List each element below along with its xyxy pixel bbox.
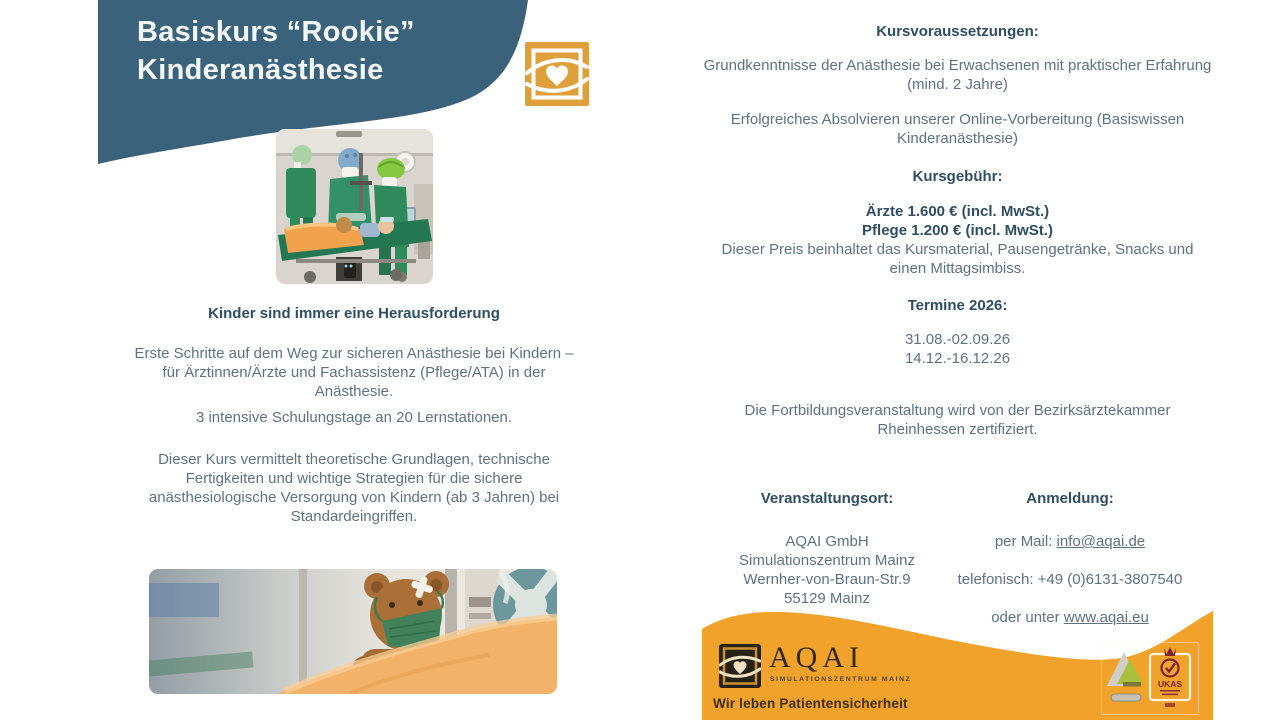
teddy-bear-illustration <box>149 569 557 694</box>
fee-note: Dieser Preis beinhaltet das Kursmaterial, Pausengetränke, Snacks und einen Mittagsimbiss. <box>721 241 1194 277</box>
venue-line-3: Wernher-von-Braun-Str.9 <box>743 571 911 588</box>
left-paragraph-3: Dieser Kurs vermittelt theoretische Grundlagen, technische Fertigkeiten und wichtige Strategien für die sichere anästhesiologische Versorgung von Kindern (ab 3 Jahren) bei Standardeingriffen. <box>148 451 560 525</box>
date-1: 31.08.-02.09.26 <box>904 331 1011 348</box>
venue-heading: Veranstaltungsort: <box>760 490 894 507</box>
mail-prefix: per Mail: <box>994 533 1057 550</box>
email-link[interactable]: info@aqai.de <box>1056 533 1146 550</box>
venue-line-4: 55129 Mainz <box>784 590 870 607</box>
certification-note: Die Fortbildungsveranstaltung wird von der Bezirksärztekammer Rheinhessen zertifiziert. <box>744 402 1171 438</box>
registration-heading: Anmeldung: <box>1026 490 1114 507</box>
date-2: 14.12.-16.12.26 <box>904 350 1011 367</box>
operating-room-photo <box>276 129 433 284</box>
registration-mail-line <box>945 532 1195 551</box>
website-link[interactable]: www.aqai.eu <box>1063 609 1149 626</box>
teddy-bear-photo <box>149 569 557 694</box>
prerequisite-2: Erfolgreiches Absolvieren unserer Online-Vorbereitung (Basiswissen Kinderanästhesie) <box>730 111 1185 147</box>
venue-block <box>702 489 952 608</box>
left-heading: Kinder sind immer eine Herausforderung <box>208 305 500 322</box>
title-line-2: Kinderanästhesie <box>137 54 384 86</box>
fee-nursing: Pflege 1.200 € (incl. MwSt.) <box>862 222 1053 239</box>
ukas-badge-label: UKAS <box>1157 679 1183 689</box>
left-paragraph-1: Erste Schritte auf dem Weg zur sicheren Anästhesie bei Kindern – für Ärztinnen/Ärzte und Fachassistenz (Pflege/ATA) in der Anästhesie. <box>134 345 574 400</box>
prerequisite-1: Grundkenntnisse der Anästhesie bei Erwachsenen mit praktischer Erfahrung (mind. 2 Jahre) <box>703 57 1212 93</box>
registration-phone: telefonisch: +49 (0)6131-3807540 <box>957 571 1183 588</box>
prerequisites-heading: Kursvoraussetzungen: <box>876 23 1039 40</box>
page-title <box>137 13 415 89</box>
left-paragraph-2: 3 intensive Schulungstage an 20 Lernstationen. <box>195 409 513 426</box>
footer-brand-name: AQAI <box>769 641 864 674</box>
venue-line-1: AQAI GmbH <box>785 533 869 550</box>
operating-room-illustration <box>276 129 433 284</box>
fee-heading: Kursgebühr: <box>912 168 1003 185</box>
web-prefix: oder unter <box>991 609 1064 626</box>
ukas-badge-icon <box>1148 645 1192 711</box>
venue-line-2: Simulationszentrum Mainz <box>739 552 915 569</box>
footer-tagline: Wir leben Patientensicherheit <box>713 696 908 711</box>
dates-heading: Termine 2026: <box>907 297 1008 314</box>
certification-badge-triangle-icon <box>1107 650 1145 708</box>
fee-doctors: Ärzte 1.600 € (incl. MwSt.) <box>865 203 1050 220</box>
title-line-1: Basiskurs “Rookie” <box>137 16 415 48</box>
aqai-eye-heart-icon <box>525 42 589 106</box>
aqai-footer-logo-icon <box>719 644 761 688</box>
footer-brand-subtitle: SIMULATIONSZENTRUM MAINZ <box>770 676 912 683</box>
